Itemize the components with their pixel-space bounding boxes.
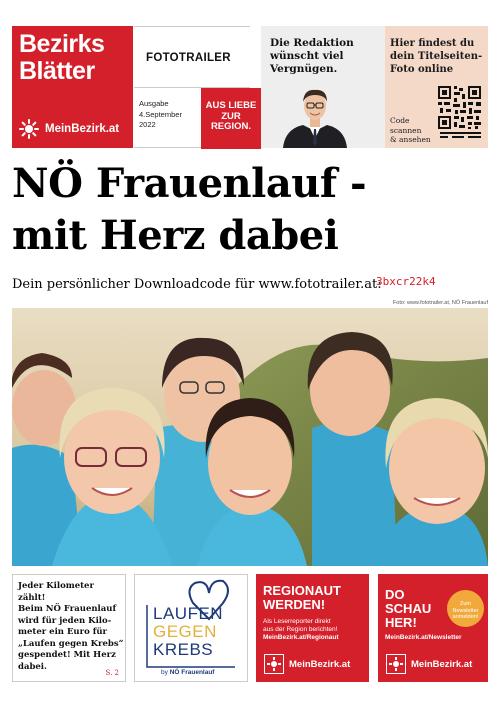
teaser-km-text: Jeder Kilometer zählt! Beim NÖ Frauenlauf wird für jeden Kilo- meter ein Euro für „Laufen gegen Krebs“ gespendet! Mit Herz dabei. <box>18 581 124 672</box>
editorial-block <box>261 26 385 148</box>
newsletter-link[interactable]: MeinBezirk.at/Newsletter <box>385 634 462 641</box>
issue-year: 2022 <box>139 120 156 129</box>
teaser-newsletter[interactable] <box>378 574 488 682</box>
group-photo <box>12 308 488 566</box>
newsletter-title: DO SCHAU HER! <box>385 587 432 630</box>
brand-block[interactable] <box>12 26 133 148</box>
photo-credit: Foto: www.fototrailer.at, NÖ Frauenlauf <box>392 300 488 306</box>
meinbezirk-logo-small: MeinBezirk.at <box>386 654 472 674</box>
sun-logo-icon <box>18 118 40 140</box>
issue-info <box>139 99 182 131</box>
masthead <box>12 26 488 148</box>
person-back-right <box>308 332 397 566</box>
teaser-regionaut[interactable] <box>256 574 369 682</box>
teaser-km[interactable] <box>12 574 126 682</box>
cover-block <box>385 26 488 148</box>
sun-logo-icon <box>264 654 284 674</box>
sun-logo-icon <box>386 654 406 674</box>
editorial-text: Die Redaktion wünscht viel Vergnügen. <box>270 37 354 75</box>
person-front-left <box>52 388 172 566</box>
issue-block <box>134 26 257 148</box>
issue-date: 4.September <box>139 109 182 119</box>
section-title: FOTOTRAILER <box>146 52 231 64</box>
page-reference: S. 2 <box>105 669 119 677</box>
logo-by-line: by NÖ Frauenlauf <box>161 669 215 676</box>
logo-word-gegen: GEGEN <box>153 622 217 641</box>
cover-text: Hier findest du dein Titelseiten-Foto online <box>390 38 483 75</box>
brand-name: Bezirks Blätter <box>19 30 105 85</box>
editor-portrait <box>279 83 351 148</box>
meinbezirk-logo-small: MeinBezirk.at <box>264 654 350 674</box>
logo-word-krebs: KREBS <box>153 640 214 659</box>
regionaut-subtitle: Als Leserreporter direkt aus der Region berichten! <box>263 618 338 633</box>
meinbezirk-logo <box>18 118 119 140</box>
page-headline: NÖ Frauenlauf - mit Herz dabei <box>12 160 367 259</box>
download-code[interactable]: 3bxcr22k4 <box>376 275 436 288</box>
group-photo-illustration <box>12 308 488 566</box>
regionaut-title: REGIONAUT WERDEN! <box>263 583 341 612</box>
brand-logo-text: MeinBezirk.at <box>45 123 120 135</box>
newsletter-badge[interactable]: Zum Newsletter anmelden! <box>447 590 484 627</box>
issue-label: Ausgabe <box>139 99 169 108</box>
qr-code-icon[interactable] <box>438 86 481 141</box>
download-instruction: Dein persönlicher Downloadcode für www.fototrailer.at: <box>12 277 382 292</box>
teaser-laufen-gegen-krebs[interactable] <box>134 574 248 682</box>
logo-word-laufen: LAUFEN <box>153 604 224 623</box>
scan-instruction: Code scannen & ansehen <box>390 116 431 144</box>
regionaut-link[interactable]: MeinBezirk.at/Regionaut <box>263 634 339 641</box>
slogan-badge: AUS LIEBE ZUR REGION. <box>201 88 261 149</box>
